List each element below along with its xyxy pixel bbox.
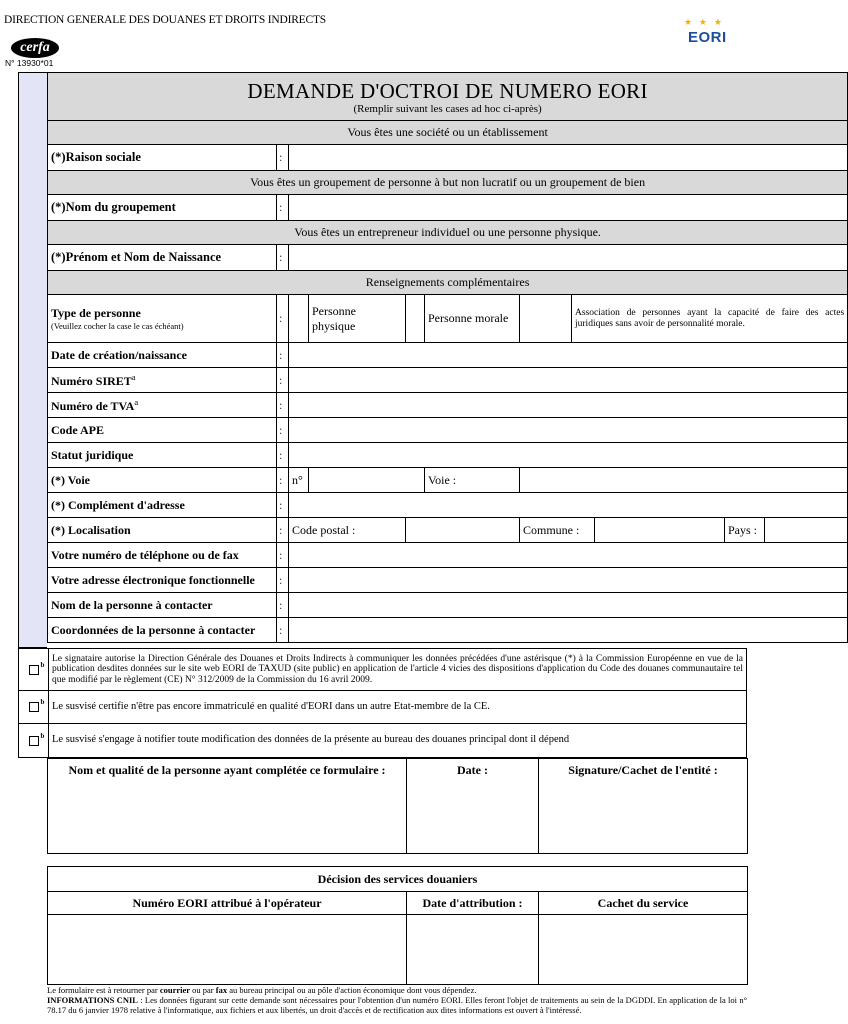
colon: : — [277, 568, 289, 593]
service-stamp-header: Cachet du service — [539, 892, 748, 915]
colon: : — [277, 618, 289, 643]
eu-stars-icon: ★ ★ ★ — [684, 18, 724, 28]
colon: : — [277, 343, 289, 368]
consent-not-registered-text: Le susvisé certifie n'être pas encore immatriculé en qualité d'EORI dans un autre Etat-membre de la CE. — [48, 691, 746, 723]
return-text-3: au bureau principal ou au pôle d'action économique dont vous dépendez. — [227, 985, 477, 995]
colon: : — [277, 145, 289, 171]
signature-date-label: Date : — [457, 763, 488, 777]
siret-footnote: a — [131, 371, 136, 382]
section-info: Renseignements complémentaires — [48, 271, 848, 295]
service-stamp-field[interactable] — [539, 915, 748, 985]
attribution-date-field[interactable] — [407, 915, 539, 985]
contact-nom-field[interactable] — [289, 593, 848, 618]
signatory-name-field[interactable] — [48, 759, 407, 854]
prenom-nom-field[interactable] — [289, 245, 848, 271]
telephone-label: Votre numéro de téléphone ou de fax — [48, 543, 277, 568]
footnote-b: b — [40, 660, 45, 669]
form-title: DEMANDE D'OCTROI DE NUMERO EORI — [247, 78, 648, 103]
cerfa-logo: cerfa — [11, 38, 59, 58]
statut-field[interactable] — [289, 443, 848, 468]
email-field[interactable] — [289, 568, 848, 593]
prenom-nom-label: (*)Prénom et Nom de Naissance — [48, 245, 277, 271]
date-creation-field[interactable] — [289, 343, 848, 368]
pays-field[interactable] — [765, 518, 848, 543]
colon: : — [277, 368, 289, 393]
contact-nom-label: Nom de la personne à contacter — [48, 593, 277, 618]
complement-label: (*) Complément d'adresse — [48, 493, 277, 518]
consent-not-registered-checkbox[interactable] — [29, 698, 45, 712]
cnil-label: INFORMATIONS CNIL — [47, 995, 138, 1005]
eori-logo — [680, 18, 740, 48]
consent-publication-checkbox[interactable] — [29, 660, 45, 675]
type-personne-note: (Veuillez cocher la case le cas échéant) — [51, 321, 184, 331]
personne-physique-checkbox[interactable] — [289, 295, 309, 343]
siret-label — [48, 368, 277, 393]
eori-logo-text: EORI — [688, 29, 727, 46]
decision-title: Décision des services douaniers — [48, 867, 748, 892]
colon: : — [277, 543, 289, 568]
form-side-band — [18, 72, 47, 648]
return-text-1: Le formulaire est à retourner par — [47, 985, 160, 995]
type-personne-title: Type de personne — [51, 306, 141, 320]
colon: : — [277, 393, 289, 418]
tva-field[interactable] — [289, 393, 848, 418]
customs-decision-table — [47, 866, 748, 985]
footer-notes — [47, 985, 747, 1015]
tva-label — [48, 393, 277, 418]
consent-notify-checkbox[interactable] — [29, 731, 45, 746]
return-instructions — [47, 985, 747, 995]
code-postal-label: Code postal : — [289, 518, 406, 543]
colon: : — [277, 295, 289, 343]
eori-number-header: Numéro EORI attribué à l'opérateur — [48, 892, 407, 915]
telephone-field[interactable] — [289, 543, 848, 568]
cerfa-number: N° 13930*01 — [5, 58, 54, 68]
voie-label: (*) Voie — [48, 468, 277, 493]
consent-publication-checkbox-cell — [19, 649, 48, 690]
colon: : — [277, 443, 289, 468]
voie-name-field[interactable] — [520, 468, 848, 493]
return-fax: fax — [215, 985, 228, 995]
code-postal-field[interactable] — [406, 518, 520, 543]
consent-publication — [18, 648, 747, 691]
raison-sociale-field[interactable] — [289, 145, 848, 171]
form-title-block — [48, 73, 848, 121]
code-ape-field[interactable] — [289, 418, 848, 443]
section-company: Vous êtes une société ou un établissement — [48, 121, 848, 145]
consent-not-registered-checkbox-cell — [19, 691, 48, 723]
colon: : — [277, 518, 289, 543]
colon: : — [277, 418, 289, 443]
tva-text: Numéro de TVA — [51, 398, 135, 413]
nom-groupement-label: (*)Nom du groupement — [48, 195, 277, 221]
voie-name-label: Voie : — [425, 468, 520, 493]
colon: : — [277, 245, 289, 271]
email-label: Votre adresse électronique fonctionnelle — [48, 568, 277, 593]
association-label: Association de personnes ayant la capacité de faire des actes juridiques sans avoir de personnalité morale. — [572, 295, 848, 343]
consent-publication-text: Le signataire autorise la Direction Générale des Douanes et Droits Indirects à communiquer les données précédées d'une astérisque (*) à la Commission Européenne en vue de la publication desdites données sur le site web EORI de TAXUD (site public) en application de l'article 4 vicies des dispositions d'application du Code des douanes communautaire tel que modifié par le règlement (CE) N° 312/2009 de la Commission du 16 avril 2009. — [48, 649, 746, 690]
cnil-information — [47, 995, 747, 1015]
siret-field[interactable] — [289, 368, 848, 393]
code-ape-label: Code APE — [48, 418, 277, 443]
form-subtitle: (Remplir suivant les cases ad hoc ci-après) — [353, 102, 542, 115]
siret-text: Numéro SIRET — [51, 373, 132, 388]
complement-field[interactable] — [289, 493, 848, 518]
colon: : — [277, 195, 289, 221]
section-group: Vous êtes un groupement de personne à but non lucratif ou un groupement de bien — [48, 171, 848, 195]
colon: : — [277, 493, 289, 518]
signature-date-field[interactable] — [407, 759, 539, 854]
statut-label: Statut juridique — [48, 443, 277, 468]
personne-morale-label: Personne morale — [425, 295, 520, 343]
commune-field[interactable] — [595, 518, 725, 543]
signature-stamp-field[interactable] — [539, 759, 748, 854]
attribution-date-header: Date d'attribution : — [407, 892, 539, 915]
signature-stamp-label: Signature/Cachet de l'entité : — [568, 763, 718, 777]
personne-physique-label: Personne physique — [309, 295, 406, 343]
raison-sociale-label: (*)Raison sociale — [48, 145, 277, 171]
section-individual: Vous êtes un entrepreneur individuel ou une personne physique. — [48, 221, 848, 245]
colon: : — [277, 468, 289, 493]
nom-groupement-field[interactable] — [289, 195, 848, 221]
association-checkbox[interactable] — [520, 295, 572, 343]
voie-no-field[interactable] — [309, 468, 425, 493]
contact-coord-field[interactable] — [289, 618, 848, 643]
localisation-label: (*) Localisation — [48, 518, 277, 543]
date-creation-label: Date de création/naissance — [48, 343, 277, 368]
eori-number-field[interactable] — [48, 915, 407, 985]
colon: : — [277, 593, 289, 618]
personne-morale-checkbox[interactable] — [406, 295, 425, 343]
voie-no-label: n° — [289, 468, 309, 493]
signatory-name-label: Nom et qualité de la personne ayant complétée ce formulaire : — [68, 763, 386, 777]
eori-request-form — [47, 72, 848, 643]
return-text-2: ou par — [190, 985, 216, 995]
footnote-b: b — [40, 698, 45, 706]
administration-header: DIRECTION GENERALE DES DOUANES ET DROITS INDIRECTS — [4, 14, 326, 26]
consent-notify — [18, 723, 747, 758]
consent-notify-checkbox-cell — [19, 724, 48, 757]
contact-coord-label: Coordonnées de la personne à contacter — [48, 618, 277, 643]
consent-not-registered — [18, 690, 747, 724]
tva-footnote: a — [134, 396, 139, 407]
consent-notify-text: Le susvisé s'engage à notifier toute modification des données de la présente au bureau des douanes principal dont il dépend — [48, 724, 746, 757]
commune-label: Commune : — [520, 518, 595, 543]
return-courrier: courrier — [159, 985, 191, 995]
type-personne-label — [48, 295, 277, 343]
footnote-b: b — [40, 731, 45, 740]
signature-table — [47, 758, 748, 854]
pays-label: Pays : — [725, 518, 765, 543]
cnil-text: : Les données figurant sur cette demande sont nécessaires pour l'obtention d'un numéro EORI. Elles feront l'objet de traitements au sein de la DGDDI. En application de la loi n° 78.17 du 6 janvier 1978 relative à l'informatique, aux fichiers et aux libertés, un droit d'accès et de rectification aux dites informations est ouvert à l'intéressé. — [47, 995, 747, 1015]
